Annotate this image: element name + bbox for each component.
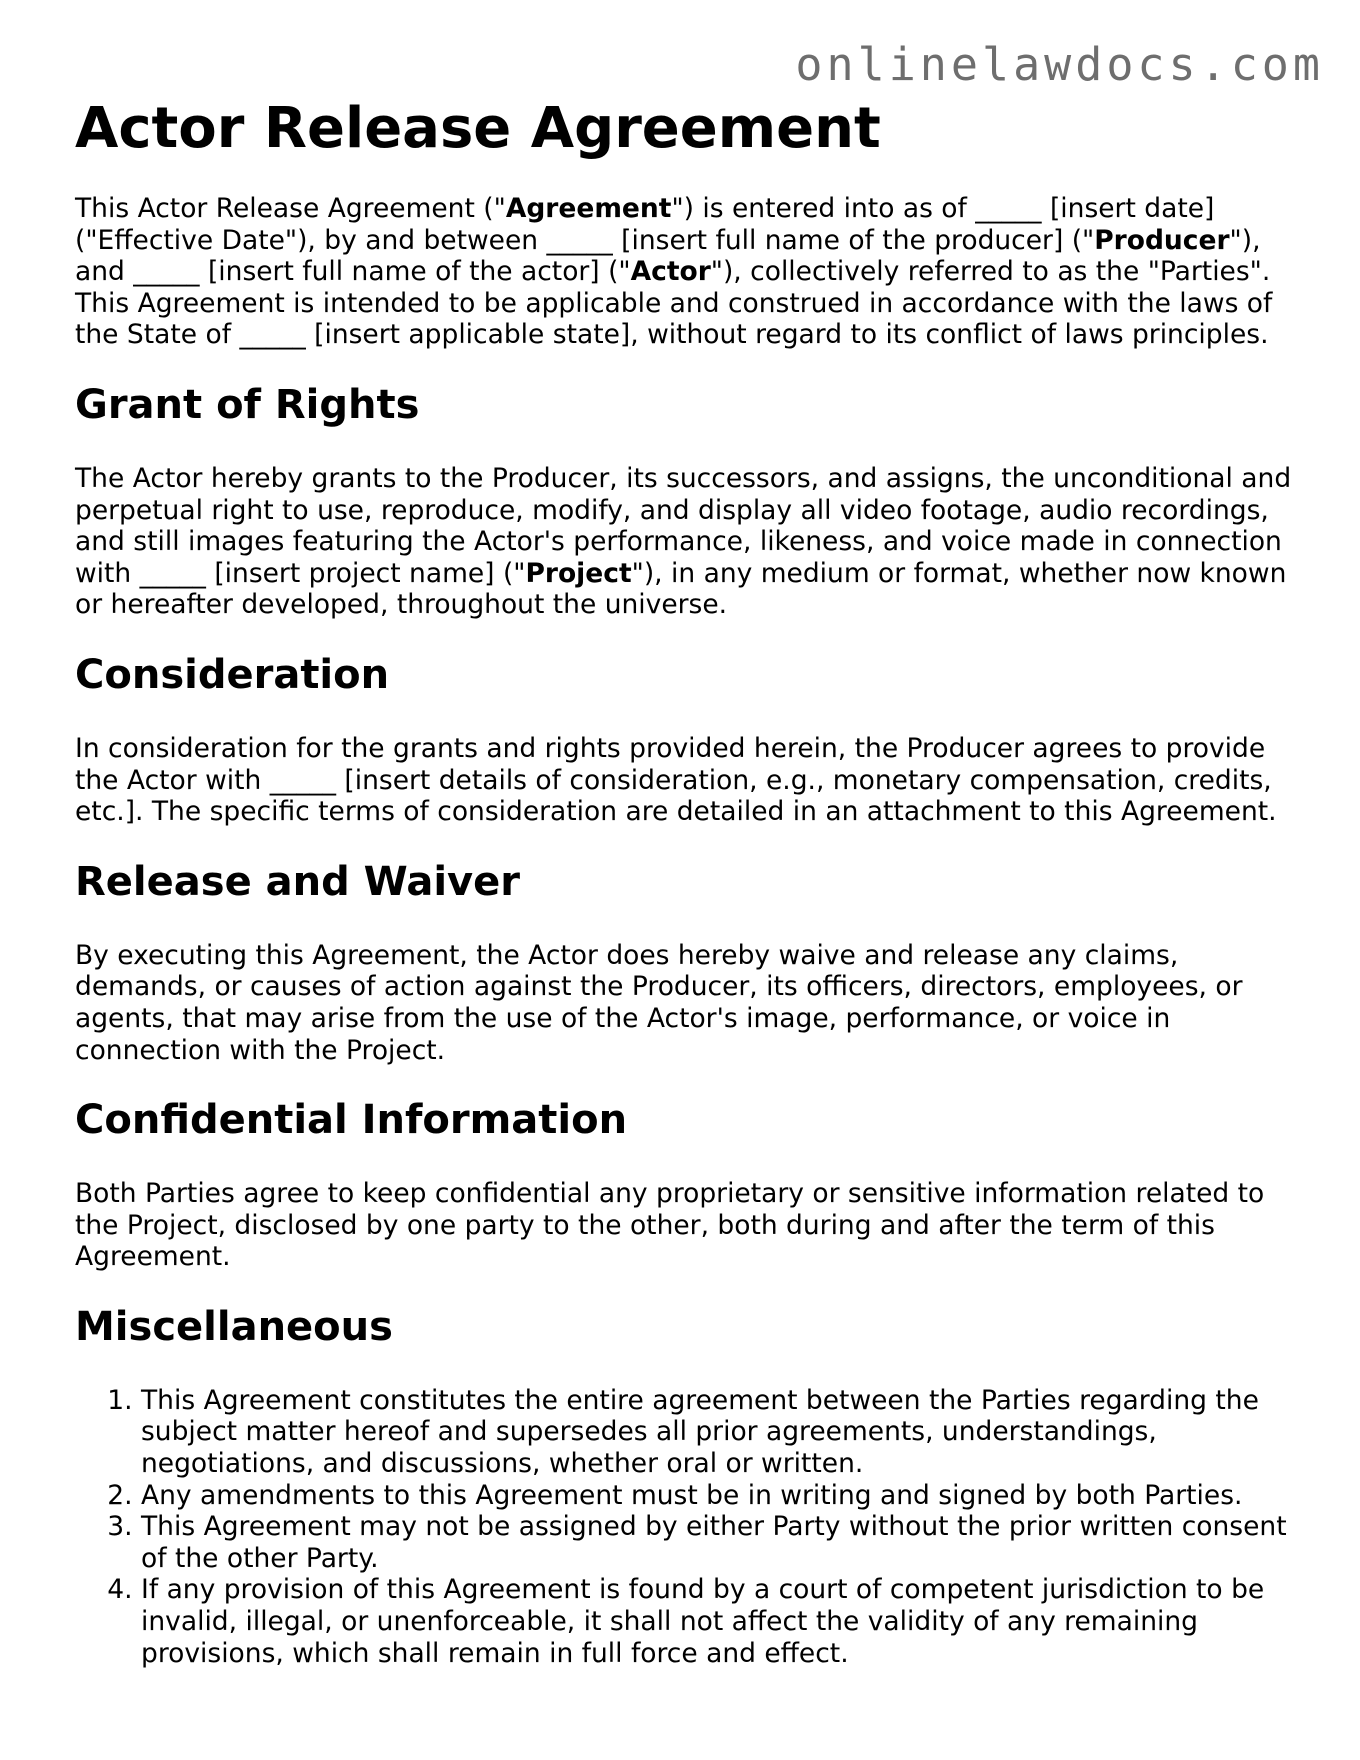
section-text-release-and-waiver: By executing this Agreement, the Actor does hereby waive and release any claims, demands, or causes of action against the Producer, its officers, directors, employees, or agents, that may arise from the use of the Actor's image, performance, or voice in connection with the Project.: [75, 939, 1243, 1066]
section-text-grant-of-rights: [75, 463, 1295, 621]
list-item: 1. This Agreement constitutes the entire agreement between the Parties regarding the subject matter hereof and supersedes all prior agreements, understandings, negotiations, and discussions, whether oral or written.: [141, 1385, 1295, 1480]
section-heading-grant-of-rights: Grant of Rights: [75, 381, 420, 428]
section-heading-release-and-waiver: Release and Waiver: [75, 858, 520, 905]
list-item: 2. Any amendments to this Agreement must be in writing and signed by both Parties.: [141, 1480, 1295, 1512]
miscellaneous-list: [75, 1385, 1295, 1669]
intro-text-3: "), and _____ [insert full name of the actor] (": [75, 224, 1261, 288]
intro-paragraph: [75, 193, 1295, 351]
list-item: 3. This Agreement may not be assigned by either Party without the prior written consent of the other Party.: [141, 1511, 1295, 1574]
section-heading-confidential-information: Confidential Information: [75, 1097, 628, 1144]
document-title: Actor Release Agreement: [75, 96, 881, 161]
watermark: onlinelawdocs.com: [795, 38, 1324, 91]
intro-term-actor: Actor: [630, 256, 711, 288]
rights-term-project: Project: [525, 557, 632, 589]
intro-text-1: This Actor Release Agreement (": [75, 193, 506, 224]
section-heading-miscellaneous: Miscellaneous: [75, 1303, 393, 1350]
section-text-confidential-information: Both Parties agree to keep confidential any proprietary or sensitive information related to the Project, disclosed by one party to the other, both during and after the term of this Agreement.: [75, 1178, 1265, 1273]
list-item: 4. If any provision of this Agreement is found by a court of competent jurisdiction to be invalid, illegal, or unenforceable, it shall not affect the validity of any remaining provisions, which shall remain in full force and effect.: [141, 1574, 1295, 1669]
document-body: [75, 96, 1295, 1669]
intro-term-agreement: Agreement: [505, 193, 672, 224]
intro-text-4: "), collectively referred to as the "Parties". This Agreement is intended to be applicable and construed in accordance with the laws of the State of _____ [insert applicable state], without regard to its conflict of laws principles.: [75, 256, 1273, 351]
section-text-consideration: In consideration for the grants and rights provided herein, the Producer agrees to provide the Actor with _____ [insert details of consideration, e.g., monetary compensation, credits, etc.]. The specific terms of consideration are detailed in an attachment to this Agreement.: [75, 732, 1277, 828]
rights-text-1: The Actor hereby grants to the Producer, its successors, and assigns, the unconditional and perpetual right to use, reproduce, modify, and display all video footage, audio recordings, and still images featuring the Actor's performance, likeness, and voice made in connection with _____ [insert project name] (": [75, 462, 1292, 589]
section-heading-consideration: Consideration: [75, 651, 390, 698]
rights-text-2: "), in any medium or format, whether now known or hereafter developed, throughout the universe.: [75, 557, 1287, 621]
intro-text-2: ") is entered into as of _____ [insert date] ("Effective Date"), by and between _____ [insert full name of the producer] (": [75, 193, 1215, 256]
intro-term-producer: Producer: [1094, 224, 1230, 256]
